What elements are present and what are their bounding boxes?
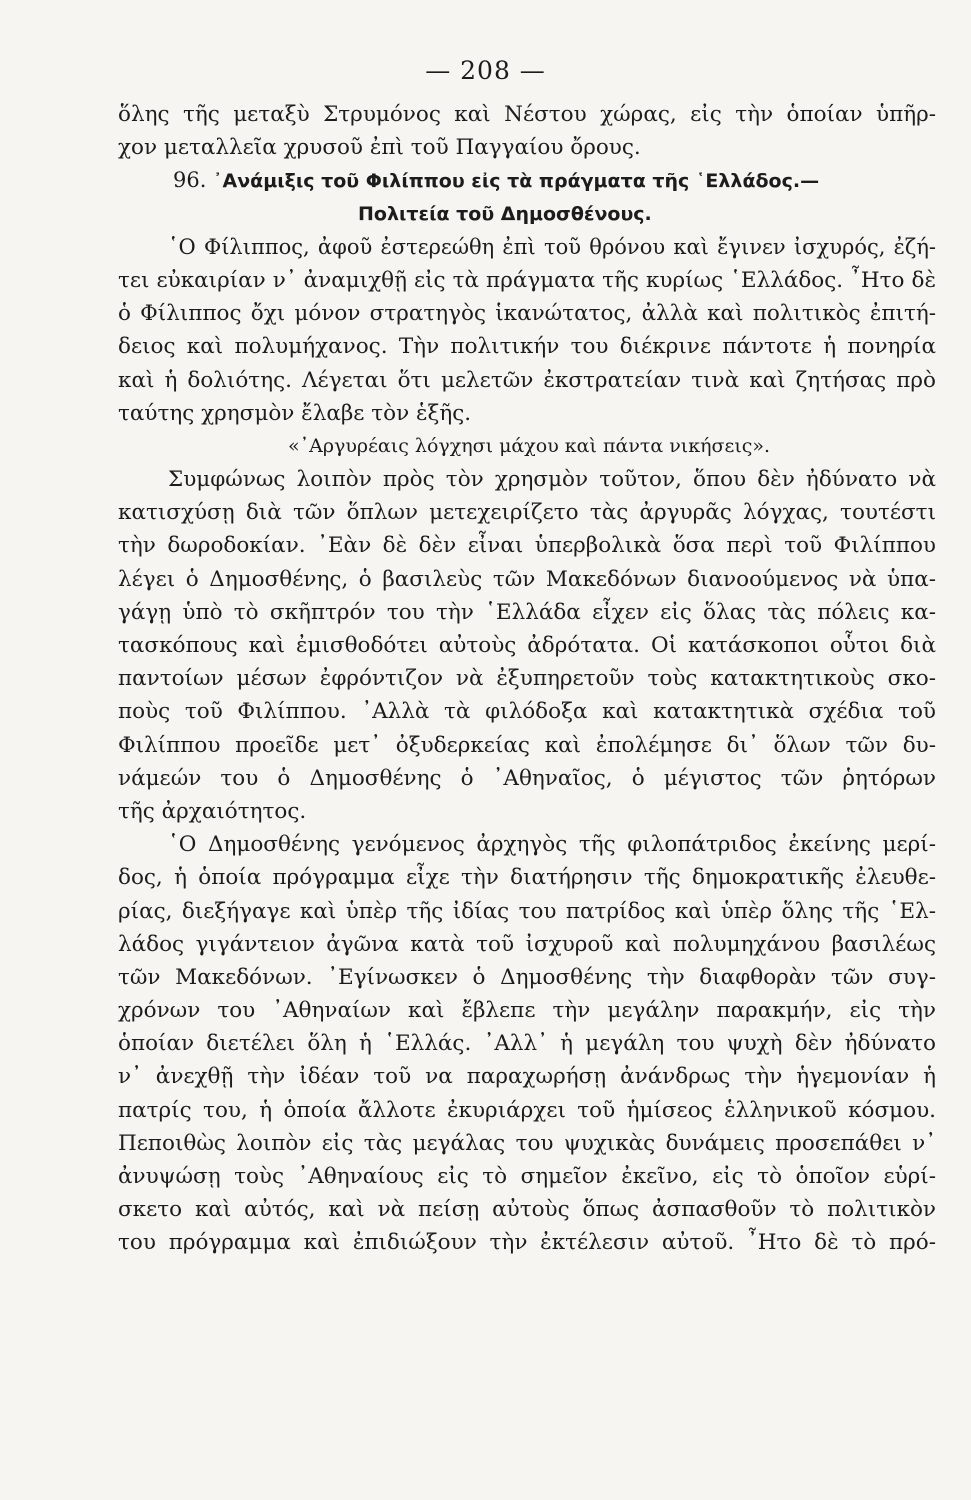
text-line: παντοίων μέσων ἐφρόντιζον νὰ ἐξυπηρετοῦν τοὺς κατακτητικοὺς σκο- <box>118 666 936 692</box>
text-line: λάδος γιγάντειον ἀγῶνα κατὰ τοῦ ἰσχυροῦ καὶ πολυμηχάνου βασιλέως <box>118 931 936 957</box>
text-line: καὶ ἡ δολιότης. Λέγεται ὅτι μελετῶν ἐκστρατείαν τινὰ καὶ ζητήσας πρὸ <box>118 367 936 393</box>
section-heading <box>118 164 936 197</box>
text-line: κατισχύσῃ διὰ τῶν ὅπλων μετεχειρίζετο τὰς ἀργυρᾶς λόγχας, τουτέστι <box>118 500 936 526</box>
text-line: ποὺς τοῦ Φιλίππου. ᾿Αλλὰ τὰ φιλόδοξα καὶ κατακτητικὰ σχέδια τοῦ <box>118 699 936 725</box>
oracle-quote: «᾿Αργυρέαις λόγχησι μάχου καὶ πάντα νικήσεις». <box>288 434 771 457</box>
text-line: του πρόγραμμα καὶ ἐπιδιώξουν τὴν ἐκτέλεσιν αὐτοῦ. ῏Ητο δὲ τὸ πρό- <box>118 1230 936 1256</box>
text-line: ὅλης τῆς μεταξὺ Στρυμόνος καὶ Νέστου χώρας, εἰς τὴν ὁποίαν ὑπῆρ- <box>118 102 936 127</box>
text-line: ῾Ο Φίλιππος, ἀφοῦ ἐστερεώθη ἐπὶ τοῦ θρόνου καὶ ἔγινεν ἰσχυρός, ἐζή- <box>168 234 936 259</box>
text-line: ἀνυψώσῃ τοὺς ᾿Αθηναίους εἰς τὸ σημεῖον ἐκεῖνο, εἰς τὸ ὁποῖον εὑρί- <box>118 1164 936 1189</box>
text-line: ταύτης χρησμὸν ἔλαβε τὸν ἑξῆς. <box>118 400 472 426</box>
section-title-line-1: ᾿Ανάμιξις τοῦ Φιλίππου εἰς τὰ πράγματα τῆς ῾Ελλάδος.— <box>213 170 820 193</box>
text-line: λέγει ὁ Δημοσθένης, ὁ βασιλεὺς τῶν Μακεδόνων διανοούμενος νὰ ὑπα- <box>118 566 936 592</box>
text-line: δειος καὶ πολυμήχανος. Τὴν πολιτικήν του διέκρινε πάντοτε ἡ πονηρία <box>118 334 936 360</box>
text-line: νάμεών του ὁ Δημοσθένης ὁ ᾿Αθηναῖος, ὁ μέγιστος τῶν ῥητόρων <box>118 765 936 791</box>
text-line: χρόνων του ᾿Αθηναίων καὶ ἔβλεπε τὴν μεγάλην παρακμήν, εἰς τὴν <box>118 998 936 1024</box>
text-line: γάγῃ ὑπὸ τὸ σκῆπτρόν του τὴν ῾Ελλάδα εἶχεν εἰς ὅλας τὰς πόλεις κα- <box>118 599 936 625</box>
text-line: Πεποιθὼς λοιπὸν εἰς τὰς μεγάλας του ψυχικὰς δυνάμεις προσεπάθει ν᾿ <box>118 1130 936 1156</box>
text-line: ὁ Φίλιππος ὄχι μόνον στρατηγὸς ἱκανώτατος, ἀλλὰ καὶ πολιτικὸς ἐπιτή- <box>118 301 936 327</box>
text-line: χον μεταλλεῖα χρυσοῦ ἐπὶ τοῦ Παγγαίου ὄρους. <box>118 135 641 161</box>
text-line: τῶν Μακεδόνων. ᾿Εγίνωσκεν ὁ Δημοσθένης τὴν διαφθορὰν τῶν συγ- <box>118 964 936 990</box>
body-text <box>118 98 936 1260</box>
section-title-line-2: Πολιτεία τοῦ Δημοσθένους. <box>358 202 652 225</box>
text-line: τει εὐκαιρίαν ν᾿ ἀναμιχθῇ εἰς τὰ πράγματα τῆς κυρίως ῾Ελλάδος. ῏Ητο δὲ <box>118 267 936 293</box>
page-number: — 208 — <box>425 56 546 85</box>
text-line: τὴν δωροδοκίαν. ᾿Εὰν δὲ δὲν εἶναι ὑπερβολικὰ ὅσα περὶ τοῦ Φιλίππου <box>118 533 936 559</box>
text-line: δος, ἡ ὁποία πρόγραμμα εἶχε τὴν διατήρησιν τῆς δημοκρατικῆς ἐλευθε- <box>118 865 936 891</box>
text-line: σκετο καὶ αὐτός, καὶ νὰ πείσῃ αὐτοὺς ὅπως ἀσπασθοῦν τὸ πολιτικὸν <box>118 1197 936 1223</box>
text-line: Συμφώνως λοιπὸν πρὸς τὸν χρησμὸν τοῦτον, ὅπου δὲν ἠδύνατο νὰ <box>168 467 936 493</box>
text-line: πατρίς του, ἡ ὁποία ἄλλοτε ἐκυριάρχει τοῦ ἡμίσεος ἑλληνικοῦ κόσμου. <box>118 1097 936 1123</box>
text-line: ῾Ο Δημοσθένης γενόμενος ἀρχηγὸς τῆς φιλοπάτριδος ἐκείνης μερί- <box>168 832 936 858</box>
text-line: τῆς ἀρχαιότητος. <box>118 798 307 824</box>
text-line: ν᾿ ἀνεχθῇ τὴν ἰδέαν τοῦ να παραχωρήσῃ ἀνάνδρως τὴν ἡγεμονίαν ἡ <box>118 1064 936 1090</box>
text-line: Φιλίππου προεῖδε μετ᾿ ὀξυδερκείας καὶ ἐπολέμησε δι᾿ ὅλων τῶν δυ- <box>118 732 936 758</box>
text-line: ὁποίαν διετέλει ὅλη ἡ ῾Ελλάς. ᾿Αλλ᾿ ἡ μεγάλη του ψυχὴ δὲν ἠδύνατο <box>118 1031 936 1057</box>
text-line: ρίας, διεξήγαγε καὶ ὑπὲρ τῆς ἰδίας του πατρίδος καὶ ὑπὲρ ὅλης τῆς ῾Ελ- <box>118 898 936 924</box>
section-number: 96. <box>173 168 207 193</box>
text-line: τασκόπους καὶ ἐμισθοδότει αὐτοὺς ἀδρότατα. Οἱ κατάσκοποι οὗτοι διὰ <box>118 633 936 658</box>
